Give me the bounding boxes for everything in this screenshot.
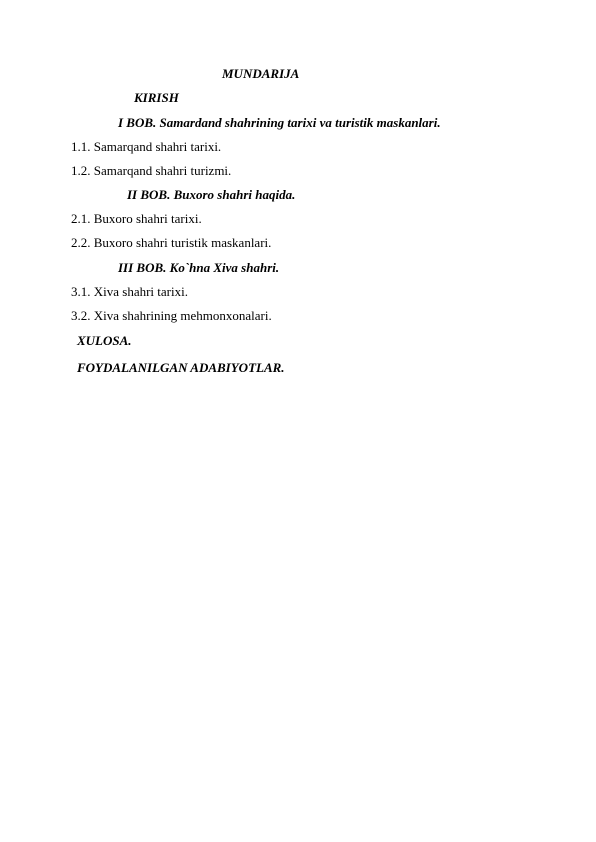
chapter-3-item-2: 3.2. Xiva shahrining mehmonxonalari. (71, 308, 272, 323)
toc-references: FOYDALANILGAN ADABIYOTLAR. (77, 360, 285, 375)
chapter-1-item-1: 1.1. Samarqand shahri tarixi. (71, 139, 222, 154)
chapter-1-heading: I BOB. Samardand shahrining tarixi va turistik maskanlari. (118, 115, 441, 130)
chapter-2-item-1: 2.1. Buxoro shahri tarixi. (71, 211, 202, 226)
chapter-3-heading: III BOB. Ko`hna Xiva shahri. (118, 260, 280, 275)
toc-conclusion: XULOSA. (77, 333, 132, 348)
chapter-2-heading: II BOB. Buxoro shahri haqida. (127, 187, 296, 202)
chapter-3-item-1: 3.1. Xiva shahri tarixi. (71, 284, 188, 299)
toc-intro: KIRISH (134, 90, 179, 105)
toc-title: MUNDARIJA (222, 66, 300, 81)
chapter-1-item-2: 1.2. Samarqand shahri turizmi. (71, 163, 232, 178)
chapter-2-item-2: 2.2. Buxoro shahri turistik maskanlari. (71, 235, 272, 250)
